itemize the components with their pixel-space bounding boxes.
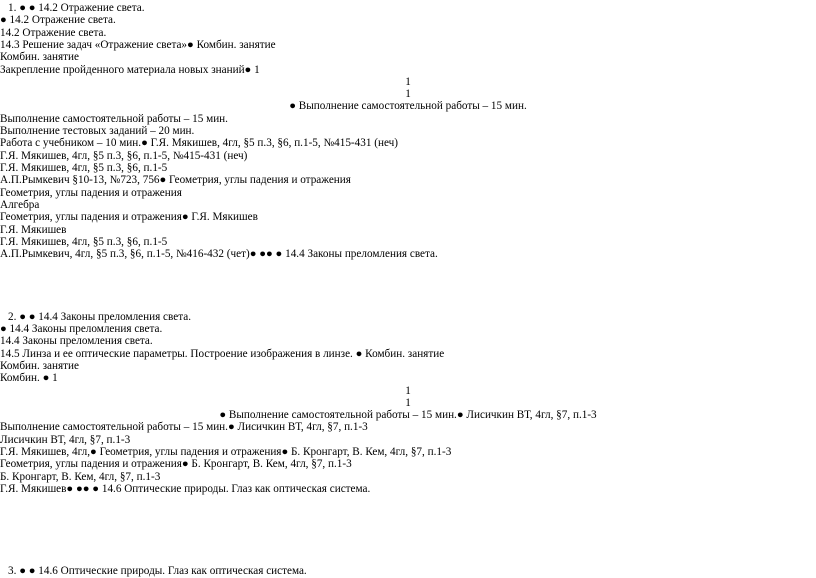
text-line: Геометрия, углы падения и отражения — [0, 187, 182, 199]
text-line: Выполнение самостоятельной работы – 15 мин. — [0, 113, 228, 125]
text-line: Г.Я. Мякишев, 4гл, §5 п.3, §6, п.1-5 — [0, 162, 168, 174]
text-line: Г.Я. Мякишев, 4гл, §5 п.3, §6, п.1-5, №415-431 (неч) — [0, 150, 248, 162]
text-line: Комбин. ● 1 — [0, 372, 58, 384]
text-line: Геометрия, углы падения и отражения● Б. Кронгарт, В. Кем, 4гл, §7, п.1-3 — [0, 458, 352, 470]
text-line: Г.Я. Мякишев, 4гл, §5 п.3, §6, п.1-5 — [0, 236, 168, 248]
text-line: Выполнение самостоятельной работы – 15 мин.● Лисичкин ВТ, 4гл, §7, п.1-3 — [0, 421, 368, 433]
text-line: Комбин. занятие — [0, 51, 79, 63]
text-line: Г.Я. Мякишев, 4гл,● Геометрия, углы падения и отражения● Б. Кронгарт, В. Кем, 4гл, §7, п.1-3 — [0, 446, 452, 458]
text-line: 14.4 Законы преломления света. — [0, 335, 153, 347]
text-line: Лисичкин ВТ, 4гл, §7, п.1-3 — [0, 434, 131, 446]
list-item-3: 3. ● ● 14.6 Оптические природы. Глаз как оптическая система. — [8, 565, 307, 577]
text-line: Выполнение тестовых заданий – 20 мин. — [0, 125, 195, 137]
text-line: Работа с учебником – 10 мин.● Г.Я. Мякишев, 4гл, §5 п.3, §6, п.1-5, №415-431 (неч) — [0, 137, 398, 149]
text-line: Алгебра — [0, 199, 40, 211]
centered-line: 1 — [405, 76, 411, 88]
centered-line: ● Выполнение самостоятельной работы – 15 мин.● Лисичкин ВТ, 4гл, §7, п.1-3 — [219, 409, 597, 421]
text-line: ● 14.4 Законы преломления света. — [0, 323, 163, 335]
text-line: Г.Я. Мякишев● ●● ● 14.6 Оптические природы. Глаз как оптическая система. — [0, 483, 371, 495]
text-line: Геометрия, углы падения и отражения● Г.Я. Мякишев — [0, 211, 258, 223]
list-item-1: 1. ● ● 14.2 Отражение света. — [8, 2, 145, 14]
centered-line: 1 — [405, 385, 411, 397]
text-line: Закрепление пройденного материала новых знаний● 1 — [0, 64, 260, 76]
list-item-2: 2. ● ● 14.4 Законы преломления света. — [8, 311, 191, 323]
text-line: Комбин. занятие — [0, 360, 79, 372]
centered-line: 1 — [405, 88, 411, 100]
text-line: ● 14.2 Отражение света. — [0, 14, 116, 26]
text-line: А.П.Рымкевич, 4гл, §5 п.3, §6, п.1-5, №416-432 (чет)● ●● ● 14.4 Законы преломления света. — [0, 248, 438, 260]
text-line: 14.2 Отражение света. — [0, 27, 107, 39]
text-line: 14.5 Линза и ее оптические параметры. Построение изображения в линзе. ● Комбин. занятие — [0, 348, 445, 360]
text-line: А.П.Рымкевич §10-13, №723, 756● Геометрия, углы падения и отражения — [0, 174, 351, 186]
text-line: Б. Кронгарт, В. Кем, 4гл, §7, п.1-3 — [0, 471, 161, 483]
centered-line: ● Выполнение самостоятельной работы – 15 мин. — [289, 100, 527, 112]
text-line: 14.3 Решение задач «Отражение света»● Комбин. занятие — [0, 39, 276, 51]
centered-line: 1 — [405, 397, 411, 409]
text-line: Г.Я. Мякишев — [0, 224, 67, 236]
